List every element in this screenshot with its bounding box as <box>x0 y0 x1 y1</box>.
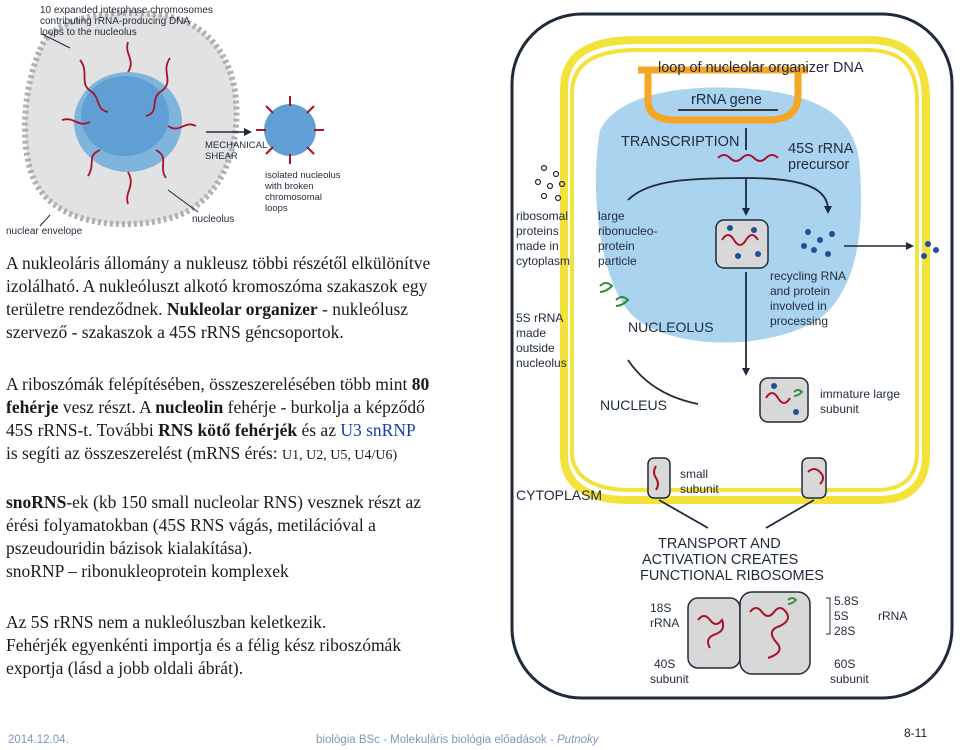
svg-text:outside: outside <box>516 341 555 355</box>
svg-text:and protein: and protein <box>770 284 831 298</box>
svg-text:particle: particle <box>598 254 637 268</box>
large-rnp-particle <box>716 220 768 268</box>
footer-date: 2014.12.04. <box>8 734 69 746</box>
cytoplasm-label: CYTOPLASM <box>516 487 603 503</box>
svg-text:45S rRNA: 45S rRNA <box>788 141 854 157</box>
svg-text:isolated nucleolus: isolated nucleolus <box>265 170 341 181</box>
svg-text:subunit: subunit <box>650 672 689 686</box>
rrna-gene-label: rRNA gene <box>691 92 762 108</box>
footer-course: biológia BSc - Molekuláris biológia előadások - Putnoky <box>316 734 599 746</box>
u3-snrnp-term: U3 snRNP <box>340 420 416 440</box>
paragraph-isolation: A nukleoláris állomány a nukleusz többi részétől elkülönítve izolálható. A nukleóluszt alkotó kromoszóma szakaszok egy területre rendeződnek. Nukleolar organizer - nukleólusz szervező - szakaszok a 45S rRNS géncsoportok. <box>6 253 431 342</box>
svg-text:rRNA: rRNA <box>650 616 680 630</box>
svg-text:involved in: involved in <box>770 299 827 313</box>
svg-text:5S rRNA: 5S rRNA <box>516 311 564 325</box>
svg-text:contributing rRNA-producing DN: contributing rRNA-producing DNA <box>40 16 191 27</box>
svg-text:made in: made in <box>516 239 559 253</box>
svg-text:nucleolus: nucleolus <box>516 356 567 370</box>
immature-large-subunit <box>760 378 808 422</box>
svg-text:28S: 28S <box>834 624 856 638</box>
svg-text:subunit: subunit <box>820 402 859 416</box>
nucleolus-label: NUCLEOLUS <box>628 319 714 335</box>
svg-text:recycling RNA: recycling RNA <box>770 269 847 283</box>
svg-text:processing: processing <box>770 314 829 328</box>
svg-text:loops: loops <box>265 203 288 214</box>
paragraph-snorna: snoRNS-ek (kb 150 small nucleolar RNS) vesznek részt az érési folyamatokban (45S RNS vágás, metilációval a pszeudouridin bázisok kialakítása). snoRNP – ribonukleoprotein komplexek <box>6 492 422 581</box>
svg-text:rRNA: rRNA <box>878 609 908 623</box>
nucleolar-organizer-term: Nukleolar organizer <box>166 299 318 319</box>
svg-text:FUNCTIONAL RIBOSOMES: FUNCTIONAL RIBOSOMES <box>640 568 824 584</box>
paragraph-proteins: A riboszómák felépítésében, összeszerelésében több mint 80 fehérje vesz részt. A nucleolin fehérje - burkolja a képződő 45S rRNS-t. További RNS kötő fehérjék és az U3 snRNP is segíti az összeszerelést (mRNS érés: U1, U2, U5, U4/U6) <box>6 374 430 463</box>
svg-text:proteins: proteins <box>516 224 559 238</box>
nuclear-envelope-label: nuclear envelope <box>6 226 83 237</box>
svg-text:chromosomal: chromosomal <box>265 192 323 203</box>
nucleolin-term: nucleolin <box>155 397 224 417</box>
svg-text:subunit: subunit <box>680 482 719 496</box>
svg-text:small: small <box>680 467 709 481</box>
functional-ribosome <box>688 592 810 674</box>
loop-title: loop of nucleolar organizer DNA <box>658 60 864 76</box>
page-number: 8-11 <box>904 726 928 740</box>
svg-text:precursor: precursor <box>788 157 850 173</box>
svg-text:10 expanded interphase chromos: 10 expanded interphase chromosomes <box>40 5 213 16</box>
svg-text:18S: 18S <box>650 601 672 615</box>
svg-text:MECHANICAL: MECHANICAL <box>205 140 268 151</box>
transcription-label: TRANSCRIPTION <box>621 134 740 150</box>
svg-text:large: large <box>598 209 625 223</box>
svg-text:with broken: with broken <box>265 181 314 192</box>
svg-text:40S: 40S <box>654 657 676 671</box>
svg-text:ACTIVATION CREATES: ACTIVATION CREATES <box>642 552 799 568</box>
svg-text:ribonucleo-: ribonucleo- <box>598 224 658 238</box>
svg-text:ribosomal: ribosomal <box>516 209 569 223</box>
paragraph-5s-rrna: Az 5S rRNS nem a nukleóluszban keletkezik. Fehérjék egyenkénti importja és a félig kész riboszómák exportja (lásd a jobb oldali ábrát). <box>6 612 402 678</box>
svg-text:protein: protein <box>598 239 635 253</box>
ribosome-assembly-diagram <box>508 0 960 700</box>
interphase-nucleus <box>25 13 237 224</box>
isolated-nucleolus <box>256 96 341 214</box>
nucleus-label: NUCLEUS <box>600 397 667 413</box>
svg-text:subunit: subunit <box>830 672 869 686</box>
svg-text:loops to the nucleolus: loops to the nucleolus <box>40 27 137 38</box>
svg-text:SHEAR: SHEAR <box>205 151 238 162</box>
nucleolus-label: nucleolus <box>192 214 235 225</box>
svg-text:60S: 60S <box>834 657 856 671</box>
left-figure <box>0 0 341 240</box>
svg-text:5S: 5S <box>834 609 849 623</box>
svg-text:TRANSPORT AND: TRANSPORT AND <box>658 536 781 552</box>
svg-text:made: made <box>516 326 547 340</box>
snorns-term: snoRNS <box>6 492 67 512</box>
svg-text:immature large: immature large <box>820 387 901 401</box>
svg-text:5.8S: 5.8S <box>834 594 859 608</box>
svg-text:cytoplasm: cytoplasm <box>516 254 571 268</box>
